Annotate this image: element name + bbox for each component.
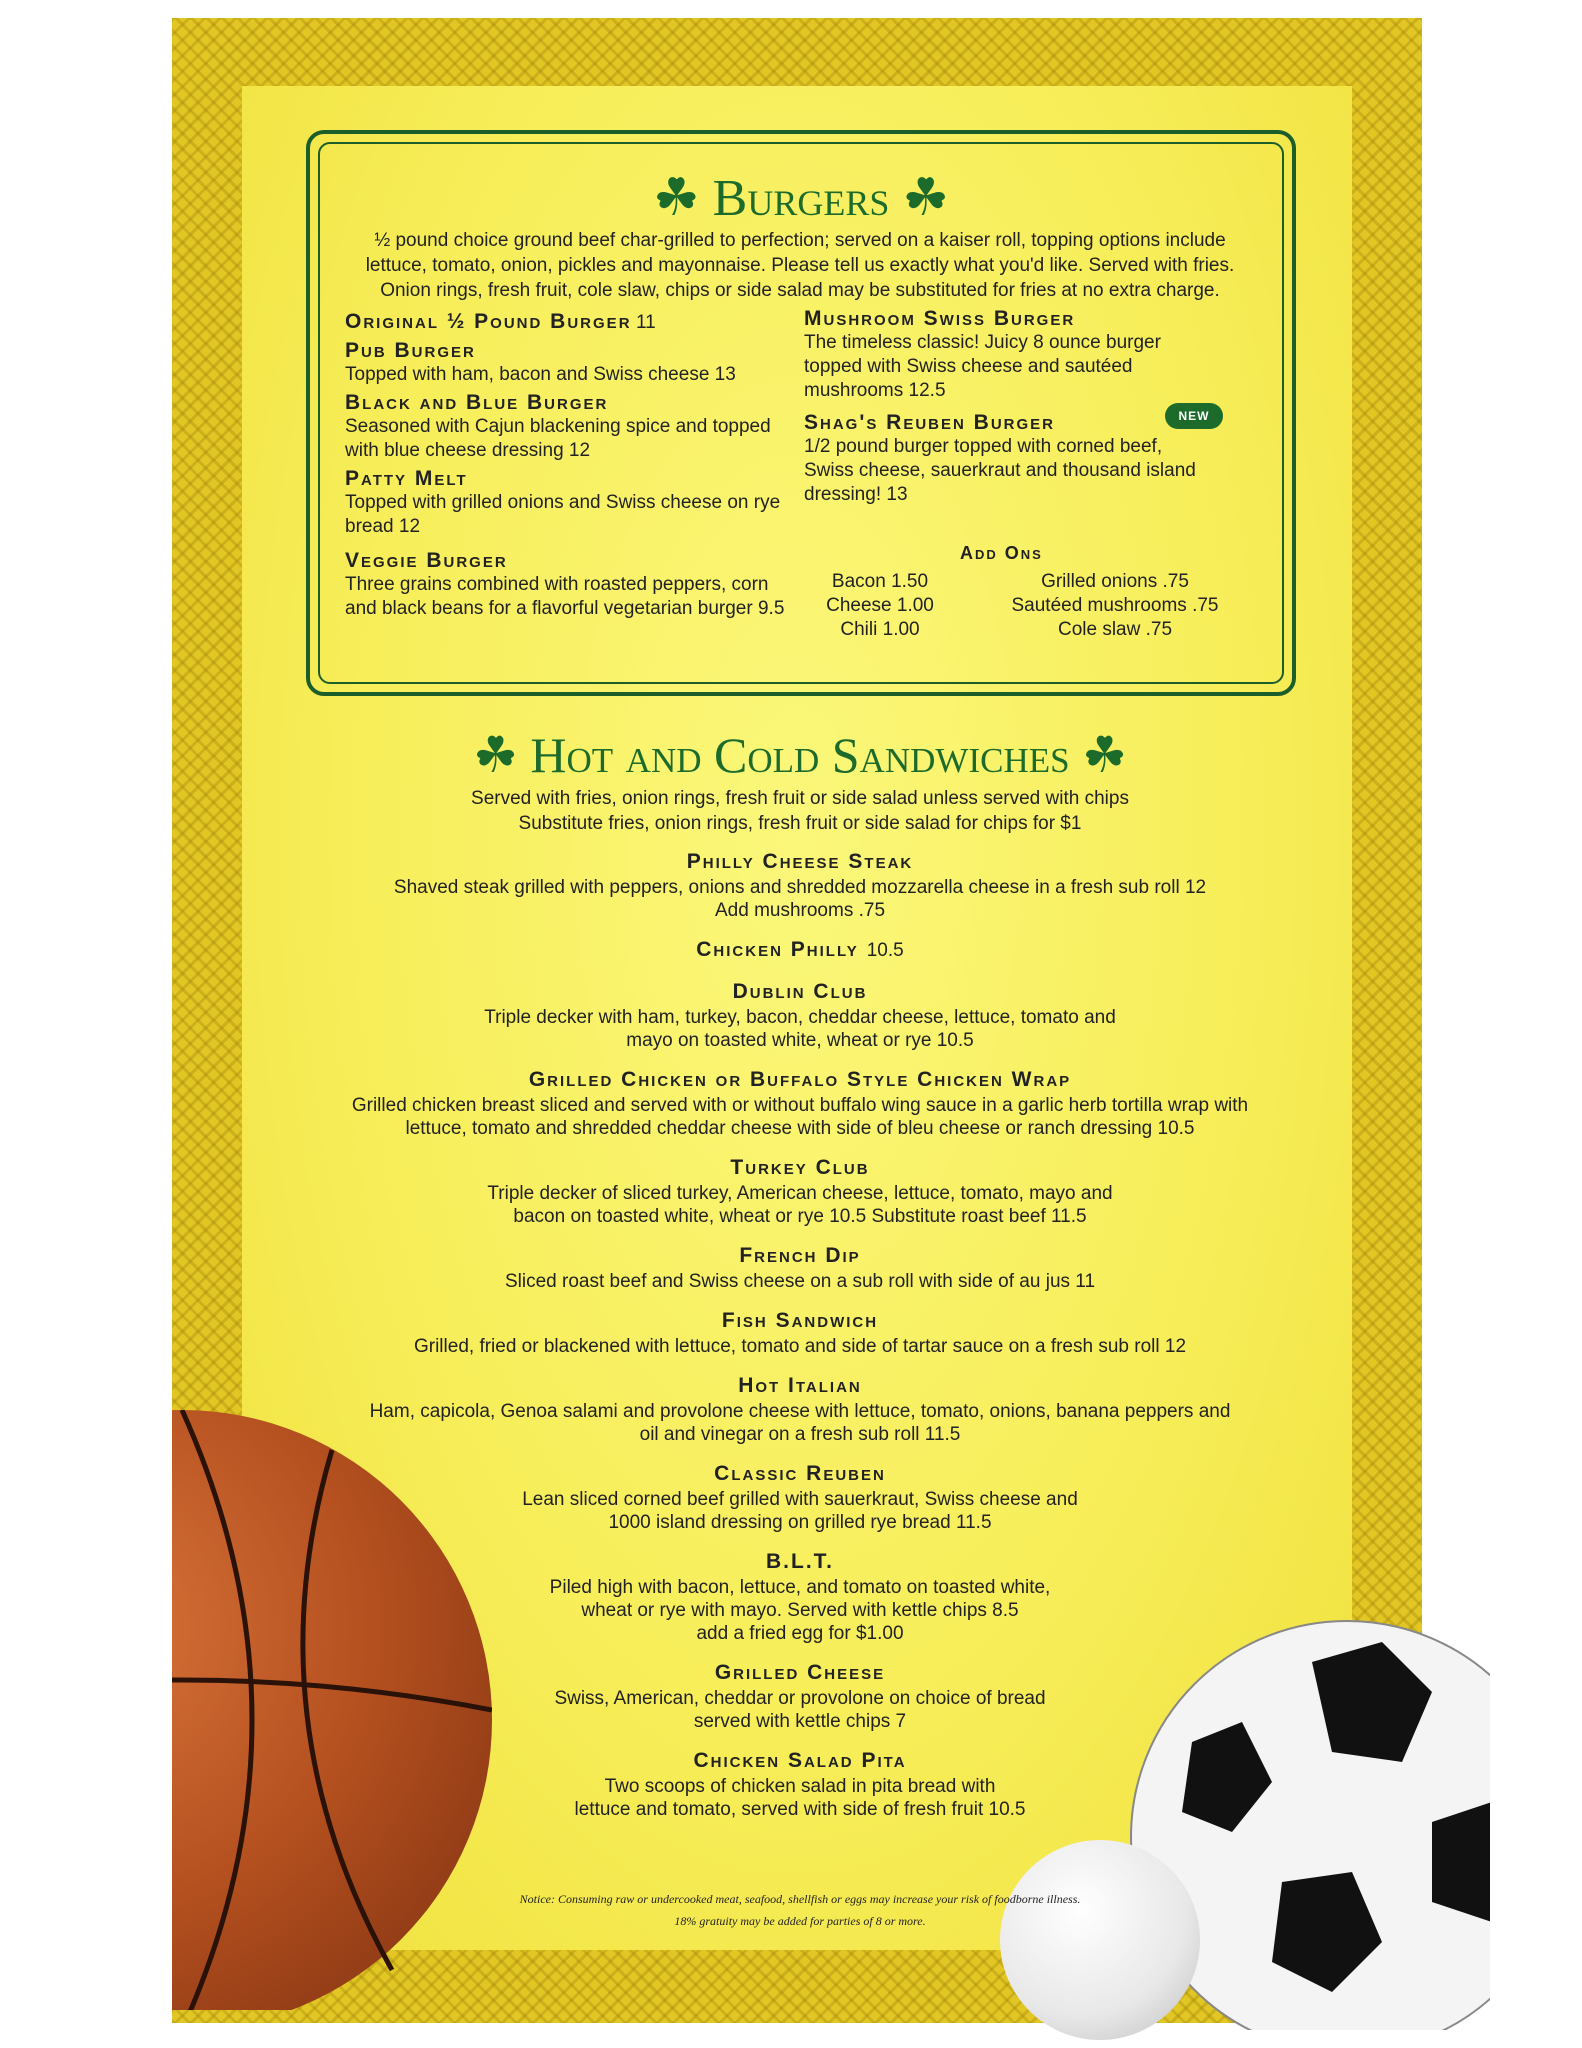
sandwich-item <box>300 1154 1300 1228</box>
item-name: Veggie Burger <box>345 549 508 572</box>
menu-item <box>804 411 1204 507</box>
item-name: Grilled Cheese <box>714 1661 886 1684</box>
item-name: Mushroom Swiss Burger <box>804 307 1076 330</box>
shamrock-icon: ☘ <box>1082 726 1127 784</box>
burgers-right-column <box>804 307 1204 511</box>
item-name: Fish Sandwich <box>721 1309 879 1332</box>
item-desc: Seasoned with Cajun blackening spice and topped with blue cheese dressing 12 <box>345 416 771 461</box>
notice-line: 18% gratuity may be added for parties of 8 or more. <box>674 1914 926 1928</box>
item-name: Turkey Club <box>730 1156 870 1179</box>
item-desc: Three grains combined with roasted peppers, corn and black beans for a flavorful vegetarian burger 9.5 <box>345 574 785 619</box>
sandwich-heading <box>300 1066 1300 1094</box>
sandwich-heading <box>300 1307 1300 1335</box>
item-name: Dublin Club <box>732 980 868 1003</box>
item-name: Classic Reuben <box>714 1462 886 1485</box>
item-desc: Grilled chicken breast sliced and served with or without buffalo wing sauce in a garlic herb tortilla wrap with lettuce, tomato and shredded cheddar cheese with side of bleu cheese or ranch dressing 10.5 <box>351 1095 1249 1139</box>
shamrock-icon: ☘ <box>902 168 949 228</box>
burgers-title: Burgers <box>712 170 890 227</box>
sandwich-item <box>300 848 1300 922</box>
burgers-left-column <box>345 310 785 625</box>
addon-item: Cole slaw .75 <box>1057 619 1173 640</box>
addon-item: Chili 1.00 <box>840 619 920 640</box>
addons-column <box>990 570 1240 642</box>
item-name: Pub Burger <box>345 339 476 362</box>
item-desc: Grilled, fried or blackened with lettuce, tomato and side of tartar sauce on a fresh sub roll 12 <box>413 1336 1187 1357</box>
item-desc: 1/2 pound burger topped with corned beef, Swiss cheese, sauerkraut and thousand island dressing! 13 <box>804 436 1196 505</box>
sandwich-heading <box>300 1372 1300 1400</box>
item-name: B.L.T. <box>766 1550 834 1573</box>
sandwich-item <box>300 978 1300 1052</box>
menu-item <box>345 339 785 387</box>
menu-item <box>345 391 785 463</box>
item-name: Philly Cheese Steak <box>686 850 914 873</box>
item-name: Shag's Reuben Burger <box>804 411 1056 434</box>
notice <box>300 1888 1300 1932</box>
sandwiches-intro-line: Served with fries, onion rings, fresh fruit or side salad unless served with chips <box>471 788 1129 809</box>
sandwiches-intro-line: Substitute fries, onion rings, fresh fruit or side salad for chips for $1 <box>518 813 1082 834</box>
sandwich-item <box>300 1066 1300 1140</box>
burgers-heading <box>306 168 1296 228</box>
item-name: French Dip <box>739 1244 861 1267</box>
addons-title: Add Ons <box>960 543 1043 563</box>
sandwich-item <box>300 1242 1300 1293</box>
item-price: 11 <box>635 312 656 333</box>
item-desc: Piled high with bacon, lettuce, and tomato on toasted white, wheat or rye with mayo. Served with kettle chips 8.5 add a fried egg for $1.00 <box>549 1577 1051 1644</box>
item-name: Patty Melt <box>345 467 468 490</box>
burgers-intro <box>330 228 1270 303</box>
addon-item: Bacon 1.50 <box>831 571 929 592</box>
sandwiches-intro <box>300 786 1300 836</box>
item-name: Black and Blue Burger <box>345 391 609 414</box>
sandwich-heading <box>300 1154 1300 1182</box>
sandwich-heading <box>300 978 1300 1006</box>
item-desc: Lean sliced corned beef grilled with sauerkraut, Swiss cheese and 1000 island dressing on grilled rye bread 11.5 <box>522 1489 1078 1533</box>
sandwich-heading <box>300 848 1300 876</box>
menu-item <box>345 467 785 539</box>
notice-line: Notice: Consuming raw or undercooked meat, seafood, shellfish or eggs may increase your risk of foodborne illness. <box>519 1892 1081 1906</box>
addons-column <box>805 570 955 642</box>
shamrock-icon: ☘ <box>653 168 700 228</box>
item-desc: Topped with ham, bacon and Swiss cheese 13 <box>345 364 736 385</box>
addon-item: Sautéed mushrooms .75 <box>1011 595 1219 616</box>
sandwich-heading <box>300 1242 1300 1270</box>
sandwich-item <box>300 936 1300 964</box>
sandwich-heading <box>300 936 1300 964</box>
burgers-intro-line: lettuce, tomato, onion, pickles and mayonnaise. Please tell us exactly what you'd like. Served with fries. <box>365 255 1235 276</box>
item-price: 10.5 <box>866 940 904 961</box>
shamrock-icon: ☘ <box>473 726 518 784</box>
item-name: Grilled Chicken or Buffalo Style Chicken Wrap <box>528 1068 1072 1091</box>
item-desc: Ham, capicola, Genoa salami and provolone cheese with lettuce, tomato, onions, banana peppers and oil and vinegar on a fresh sub roll 11.5 <box>369 1401 1231 1445</box>
item-name: Chicken Salad Pita <box>693 1749 907 1772</box>
item-desc: The timeless classic! Juicy 8 ounce burger topped with Swiss cheese and sautéed mushrooms 12.5 <box>804 332 1161 401</box>
item-desc: Two scoops of chicken salad in pita bread with lettuce and tomato, served with side of fresh fruit 10.5 <box>574 1776 1026 1820</box>
burgers-intro-line: ½ pound choice ground beef char-grilled to perfection; served on a kaiser roll, topping options include <box>374 230 1226 251</box>
item-desc: Triple decker with ham, turkey, bacon, cheddar cheese, lettuce, tomato and mayo on toasted white, wheat or rye 10.5 <box>484 1007 1116 1051</box>
new-badge: NEW <box>1165 403 1223 429</box>
sandwiches-heading <box>300 726 1300 784</box>
addon-item: Grilled onions .75 <box>1041 571 1189 592</box>
menu-item <box>804 307 1204 403</box>
item-desc: Swiss, American, cheddar or provolone on choice of bread served with kettle chips 7 <box>554 1688 1046 1732</box>
addon-item: Cheese 1.00 <box>826 595 934 616</box>
item-name: Original ½ Pound Burger <box>345 310 632 333</box>
item-name: Chicken Philly <box>696 938 859 961</box>
golf-ball-image <box>1000 1840 1200 2040</box>
menu-item <box>345 310 785 335</box>
item-name: Hot Italian <box>738 1374 862 1397</box>
item-desc: Sliced roast beef and Swiss cheese on a sub roll with side of au jus 11 <box>504 1271 1096 1292</box>
sandwiches-title: Hot and Cold Sandwiches <box>530 727 1070 783</box>
menu-item <box>345 549 785 621</box>
item-desc: Topped with grilled onions and Swiss cheese on rye bread 12 <box>345 492 781 537</box>
burgers-intro-line: Onion rings, fresh fruit, cole slaw, chips or side salad may be substituted for fries at no extra charge. <box>380 280 1220 301</box>
item-desc: Triple decker of sliced turkey, American cheese, lettuce, tomato, mayo and bacon on toasted white, wheat or rye 10.5 Substitute roast beef 11.5 <box>487 1183 1113 1227</box>
sandwich-item <box>300 1307 1300 1358</box>
item-desc: Shaved steak grilled with peppers, onions and shredded mozzarella cheese in a fresh sub roll 12 Add mushrooms .75 <box>393 877 1207 921</box>
